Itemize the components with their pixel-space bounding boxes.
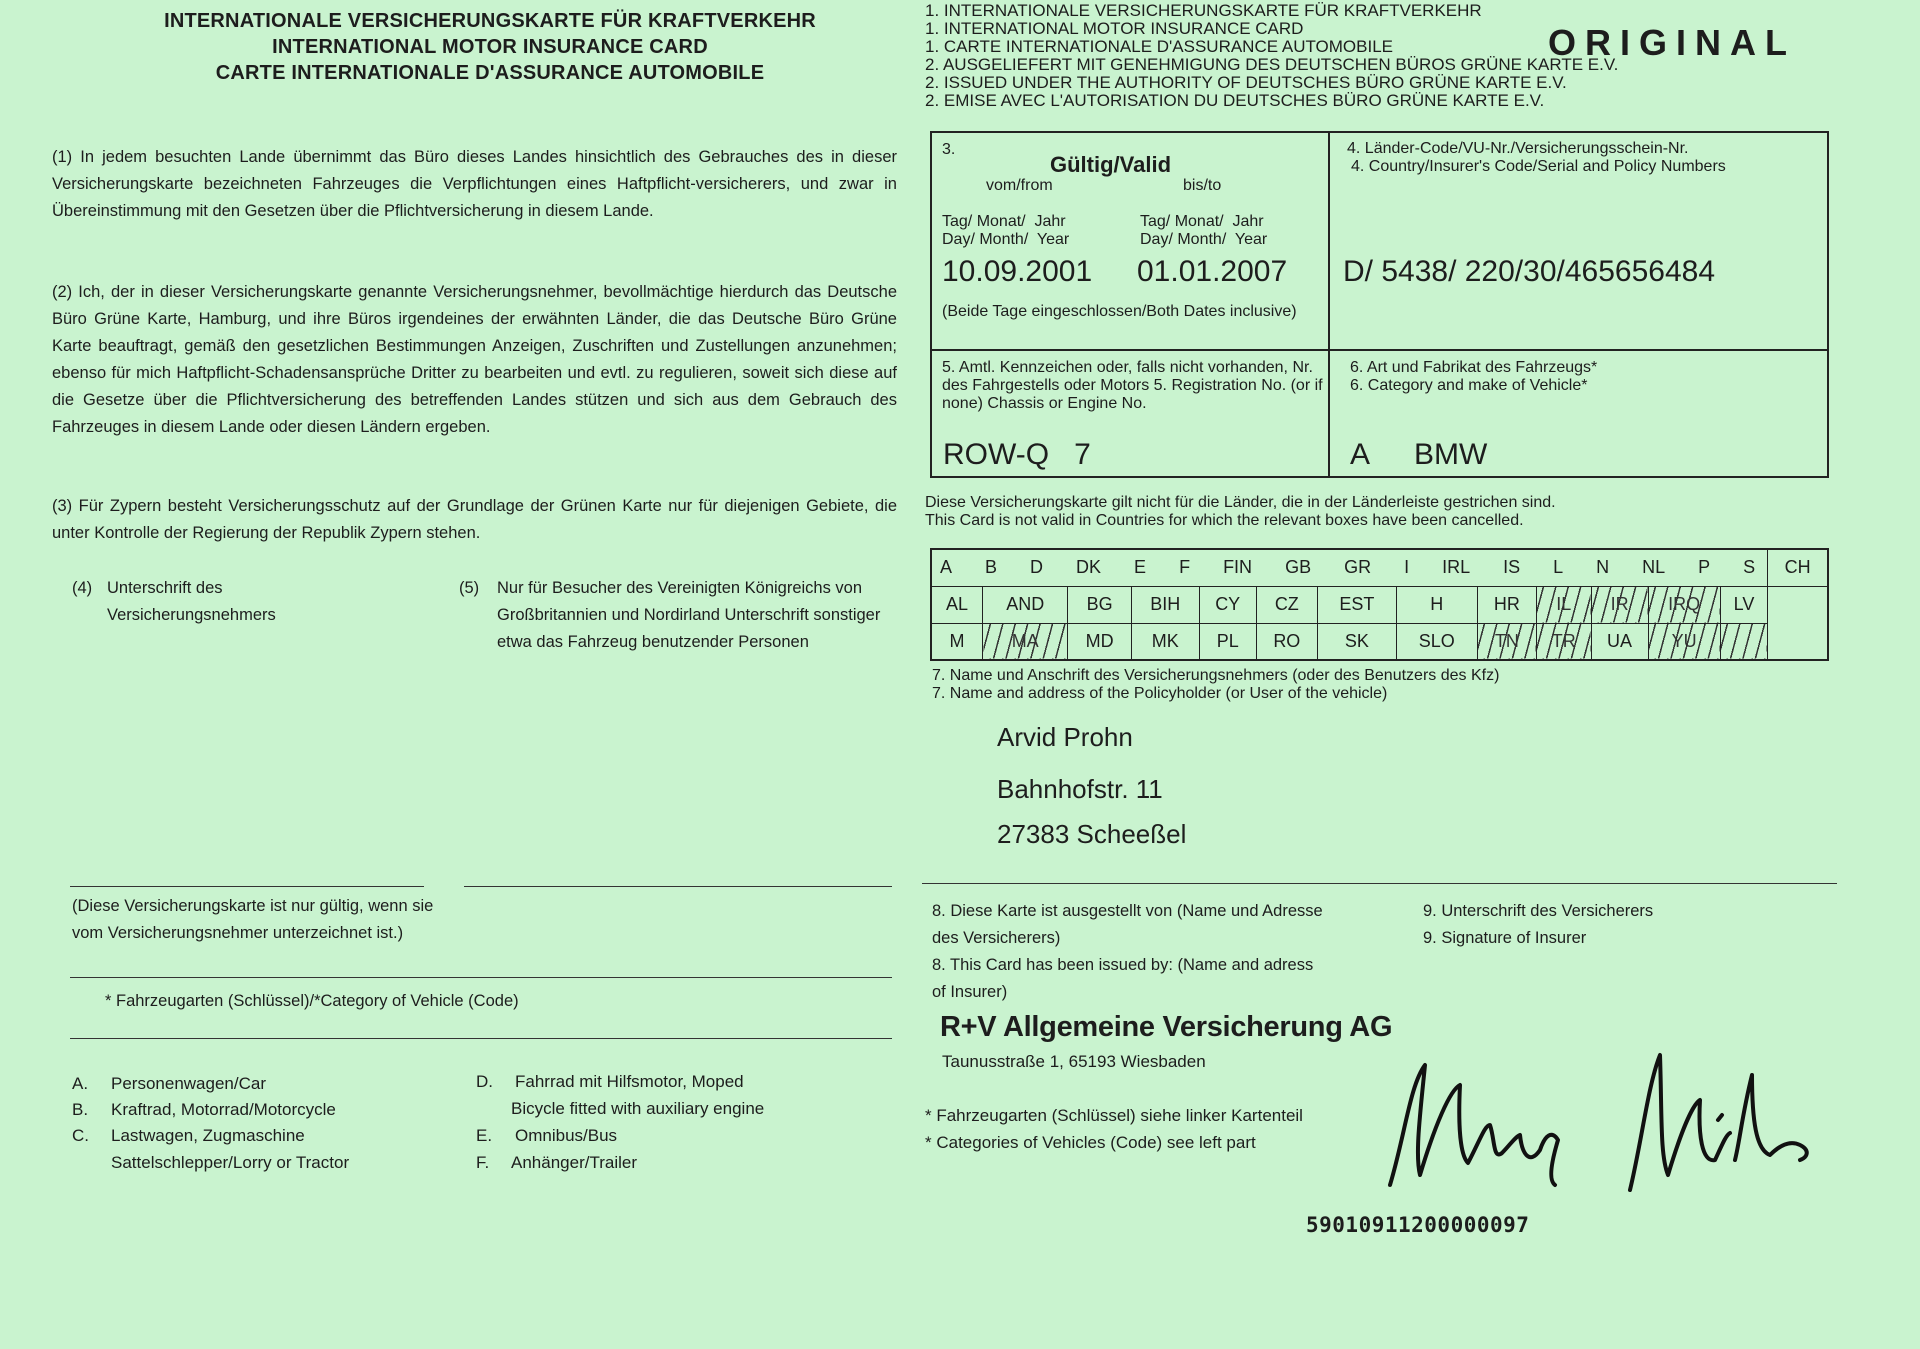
category-label: Lastwagen, Zugmaschine	[111, 1126, 305, 1145]
country-cell-cancelled	[1720, 623, 1767, 660]
registration-number: ROW-Q 7	[943, 438, 1091, 471]
country-code: B	[985, 557, 998, 578]
country-cell: AL	[931, 586, 983, 623]
header-line: 2. ISSUED UNDER THE AUTHORITY OF DEUTSCHES BÜRO GRÜNE KARTE E.V.	[925, 73, 1567, 92]
country-code: F	[1179, 557, 1191, 578]
country-notice-en: This Card is not valid in Countries for which the relevant boxes have been cancelled.	[925, 512, 1524, 529]
box-divider	[930, 349, 1829, 351]
vehicle-label-en: 6. Category and make of Vehicle*	[1350, 377, 1588, 394]
insurer-signature	[1380, 1045, 1820, 1195]
country-code: A	[940, 557, 953, 578]
country-cell-cancelled: TN	[1477, 623, 1536, 660]
paragraph-2: (2) Ich, der in dieser Versicherungskarte genannte Versicherungsnehmer, bevollmächtige hierdurch das Deutsche Büro Grüne Karte, Hamburg, und ihre Büros irgendeines der erwähnten Länder, die das Deutsche Büro Grüne Karte beauftragt, gemäß den gesetzlichen Bestimmungen Anzeigen, Zuschriften und Zustellungen anzunehmen; ebenso für mich Haftpflicht-Schadensansprüche Dritter zu bearbeiten und evtl. zu regulieren, soweit sich diese auf die Gesetze über die Pflichtversicherung des betreffenden Landes stützen und sich aus dem Gebrauch des Fahrzeuges in diesem Lande oder diesen Ländern ergeben.	[52, 283, 897, 436]
category-label: Bicycle fitted with auxiliary engine	[511, 1099, 765, 1118]
header-line: 2. EMISE AVEC L'AUTORISATION DU DEUTSCHES BÜRO GRÜNE KARTE E.V.	[925, 91, 1545, 110]
country-code: DK	[1076, 557, 1102, 578]
country-code: I	[1404, 557, 1410, 578]
to-date-label-de: Tag/ Monat/ Jahr	[1140, 213, 1264, 230]
country-cell: MK	[1131, 623, 1199, 660]
country-code: E	[1134, 557, 1147, 578]
country-cell: UA	[1591, 623, 1648, 660]
category-label: Omnibus/Bus	[515, 1126, 618, 1145]
country-cell: MD	[1068, 623, 1131, 660]
country-cell-cancelled: IR	[1591, 586, 1648, 623]
divider	[70, 1038, 892, 1039]
item-4-number: (4)	[72, 579, 93, 597]
serial-number: 59010911200000097	[1306, 1213, 1530, 1237]
category-heading: * Fahrzeugarten (Schlüssel)/*Category of Vehicle (Code)	[105, 992, 519, 1010]
vehicle-label-de: 6. Art und Fabrikat des Fahrzeugs*	[1350, 359, 1598, 376]
policy-label-de: 4. Länder-Code/VU-Nr./Versicherungsschein-Nr.	[1347, 140, 1689, 157]
signature-line-5	[464, 886, 892, 887]
category-label: Kraftrad, Motorrad/Motorcycle	[111, 1100, 336, 1119]
signature-label-de: 9. Unterschrift des Versicherers	[1423, 902, 1654, 920]
to-date-label-en: Day/ Month/ Year	[1140, 231, 1268, 248]
country-row-1	[931, 549, 1828, 586]
country-row-3	[931, 623, 1828, 660]
category-code: B.	[72, 1100, 89, 1119]
header-line: 1. INTERNATIONAL MOTOR INSURANCE CARD	[925, 19, 1304, 38]
from-label: vom/from	[986, 177, 1053, 194]
policy-label-en: 4. Country/Insurer's Code/Serial and Policy Numbers	[1351, 158, 1726, 175]
country-code: FIN	[1223, 557, 1253, 578]
country-cell: EST	[1317, 586, 1396, 623]
validity-title: Gültig/Valid	[1050, 152, 1172, 177]
item-5-number: (5)	[459, 579, 480, 597]
header-line: 1. INTERNATIONALE VERSICHERUNGSKARTE FÜR KRAFTVERKEHR	[925, 1, 1482, 20]
category-code: E.	[476, 1126, 493, 1145]
title-fr: CARTE INTERNATIONALE D'ASSURANCE AUTOMOBILE	[215, 62, 765, 84]
insurer-name: R+V Allgemeine Versicherung AG	[940, 1011, 1393, 1043]
category-code: C.	[72, 1126, 89, 1145]
holder-label-de: 7. Name und Anschrift des Versicherungsnehmers (oder des Benutzers des Kfz)	[932, 667, 1500, 684]
vehicle-category: A	[1350, 438, 1371, 471]
holder-city: 27383 Scheeßel	[997, 819, 1187, 849]
footnote-de: * Fahrzeugarten (Schlüssel) siehe linker Kartenteil	[925, 1106, 1303, 1125]
divider	[70, 977, 892, 978]
country-cell-cancelled: MA	[983, 623, 1068, 660]
country-cell-cancelled: IL	[1536, 586, 1591, 623]
category-label: Sattelschlepper/Lorry or Tractor	[111, 1153, 350, 1172]
vehicle-make: BMW	[1414, 438, 1488, 471]
paragraph-3: (3) Für Zypern besteht Versicherungsschutz auf der Grundlage der Grünen Karte nur für diejenigen Gebiete, die unter Kontrolle der Regierung der Republik Zypern stehen.	[52, 497, 897, 542]
insurer-address: Taunusstraße 1, 65193 Wiesbaden	[942, 1052, 1206, 1071]
country-cell: H	[1396, 586, 1477, 623]
from-date-label-de: Tag/ Monat/ Jahr	[942, 213, 1066, 230]
country-cell: SLO	[1396, 623, 1477, 660]
to-label: bis/to	[1183, 177, 1222, 194]
country-code: D	[1030, 557, 1044, 578]
footnote-en: * Categories of Vehicles (Code) see left part	[925, 1133, 1256, 1152]
country-row-2	[931, 586, 1828, 623]
title-en: INTERNATIONAL MOTOR INSURANCE CARD	[272, 36, 708, 58]
validity-number: 3.	[942, 141, 956, 158]
title-de: INTERNATIONALE VERSICHERUNGSKARTE FÜR KRAFTVERKEHR	[164, 10, 816, 32]
holder-label-en: 7. Name and address of the Policyholder (or User of the vehicle)	[932, 685, 1388, 702]
paragraph-1: (1) In jedem besuchten Lande übernimmt das Büro dieses Landes hinsichtlich des Gebrauches des in dieser Versicherungskarte bezeichneten Fahrzeuges die Verpflichtungen eines Haftpflicht-versicherers, und zwar in Übereinstimmung mit den Gesetzen über die Pflichtversicherung in diesem Lande.	[52, 148, 897, 220]
policy-number: D/ 5438/ 220/30/465656484	[1343, 255, 1715, 288]
category-code: D.	[476, 1072, 493, 1091]
signature-line-4	[70, 886, 424, 887]
country-code: NL	[1642, 557, 1666, 578]
country-code: N	[1596, 557, 1610, 578]
validity-note: (Diese Versicherungskarte ist nur gültig, wenn sie vom Versicherungsnehmer unterzeichnet ist.)	[72, 897, 434, 942]
country-cell: BIH	[1131, 586, 1199, 623]
country-cell: AND	[983, 586, 1068, 623]
country-code: IS	[1503, 557, 1521, 578]
country-cell: HR	[1477, 586, 1536, 623]
country-code: GB	[1285, 557, 1312, 578]
header-line: 2. AUSGELIEFERT MIT GENEHMIGUNG DES DEUTSCHEN BÜROS GRÜNE KARTE E.V.	[925, 55, 1619, 74]
header-line: 1. CARTE INTERNATIONALE D'ASSURANCE AUTOMOBILE	[925, 37, 1394, 56]
country-notice-de: Diese Versicherungskarte gilt nicht für die Länder, die in der Länderleiste gestrichen sind.	[925, 494, 1556, 511]
country-cell: RO	[1256, 623, 1317, 660]
card-title	[70, 8, 910, 86]
country-code: P	[1698, 557, 1711, 578]
country-cell: SK	[1317, 623, 1396, 660]
country-cell: CY	[1199, 586, 1256, 623]
divider	[922, 883, 1837, 884]
registration-label: 5. Amtl. Kennzeichen oder, falls nicht vorhanden, Nr. des Fahrgestells oder Motors 5. Registration No. (or if none) Chassis or Engine No.	[942, 359, 1323, 412]
from-date: 10.09.2001	[942, 255, 1093, 288]
country-cell: LV	[1720, 586, 1767, 623]
country-code: L	[1553, 557, 1564, 578]
issuer-label-en: 8. This Card has been issued by: (Name and adress of Insurer)	[932, 956, 1314, 1001]
country-cell: BG	[1068, 586, 1131, 623]
holder-name: Arvid Prohn	[997, 722, 1133, 752]
category-label: Anhänger/Trailer	[511, 1153, 637, 1172]
country-code: GR	[1344, 557, 1372, 578]
header-lines	[925, 2, 1618, 110]
country-strip-eu	[931, 549, 1768, 586]
country-cell: PL	[1199, 623, 1256, 660]
item-4-text: Unterschrift des Versicherungsnehmers	[107, 579, 276, 624]
country-cell-cancelled: IRQ	[1648, 586, 1720, 623]
item-5-text: Nur für Besucher des Vereinigten Königreichs von Großbritannien und Nordirland Unterschrift sonstiger etwa das Fahrzeug benutzender Personen	[497, 579, 881, 651]
category-label: Fahrrad mit Hilfsmotor, Moped	[515, 1072, 744, 1091]
country-cell-cancelled: YU	[1648, 623, 1720, 660]
country-cell: CZ	[1256, 586, 1317, 623]
category-label: Personenwagen/Car	[111, 1074, 266, 1093]
validity-note: (Beide Tage eingeschlossen/Both Dates inclusive)	[942, 303, 1297, 320]
country-code: CH	[1768, 549, 1828, 586]
from-date-label-en: Day/ Month/ Year	[942, 231, 1070, 248]
country-code: S	[1743, 557, 1756, 578]
issuer-label-de: 8. Diese Karte ist ausgestellt von (Name und Adresse des Versicherers)	[932, 902, 1323, 947]
country-code: IRL	[1442, 557, 1471, 578]
original-stamp: ORIGINAL	[1548, 22, 1796, 63]
box-divider	[1328, 131, 1330, 478]
country-cell: M	[931, 623, 983, 660]
category-code: F.	[476, 1153, 490, 1172]
country-table	[930, 548, 1829, 661]
to-date: 01.01.2007	[1137, 255, 1288, 288]
country-cell-cancelled: TR	[1536, 623, 1591, 660]
holder-street: Bahnhofstr. 11	[997, 774, 1163, 804]
signature-label-en: 9. Signature of Insurer	[1423, 929, 1587, 947]
category-code: A.	[72, 1074, 89, 1093]
